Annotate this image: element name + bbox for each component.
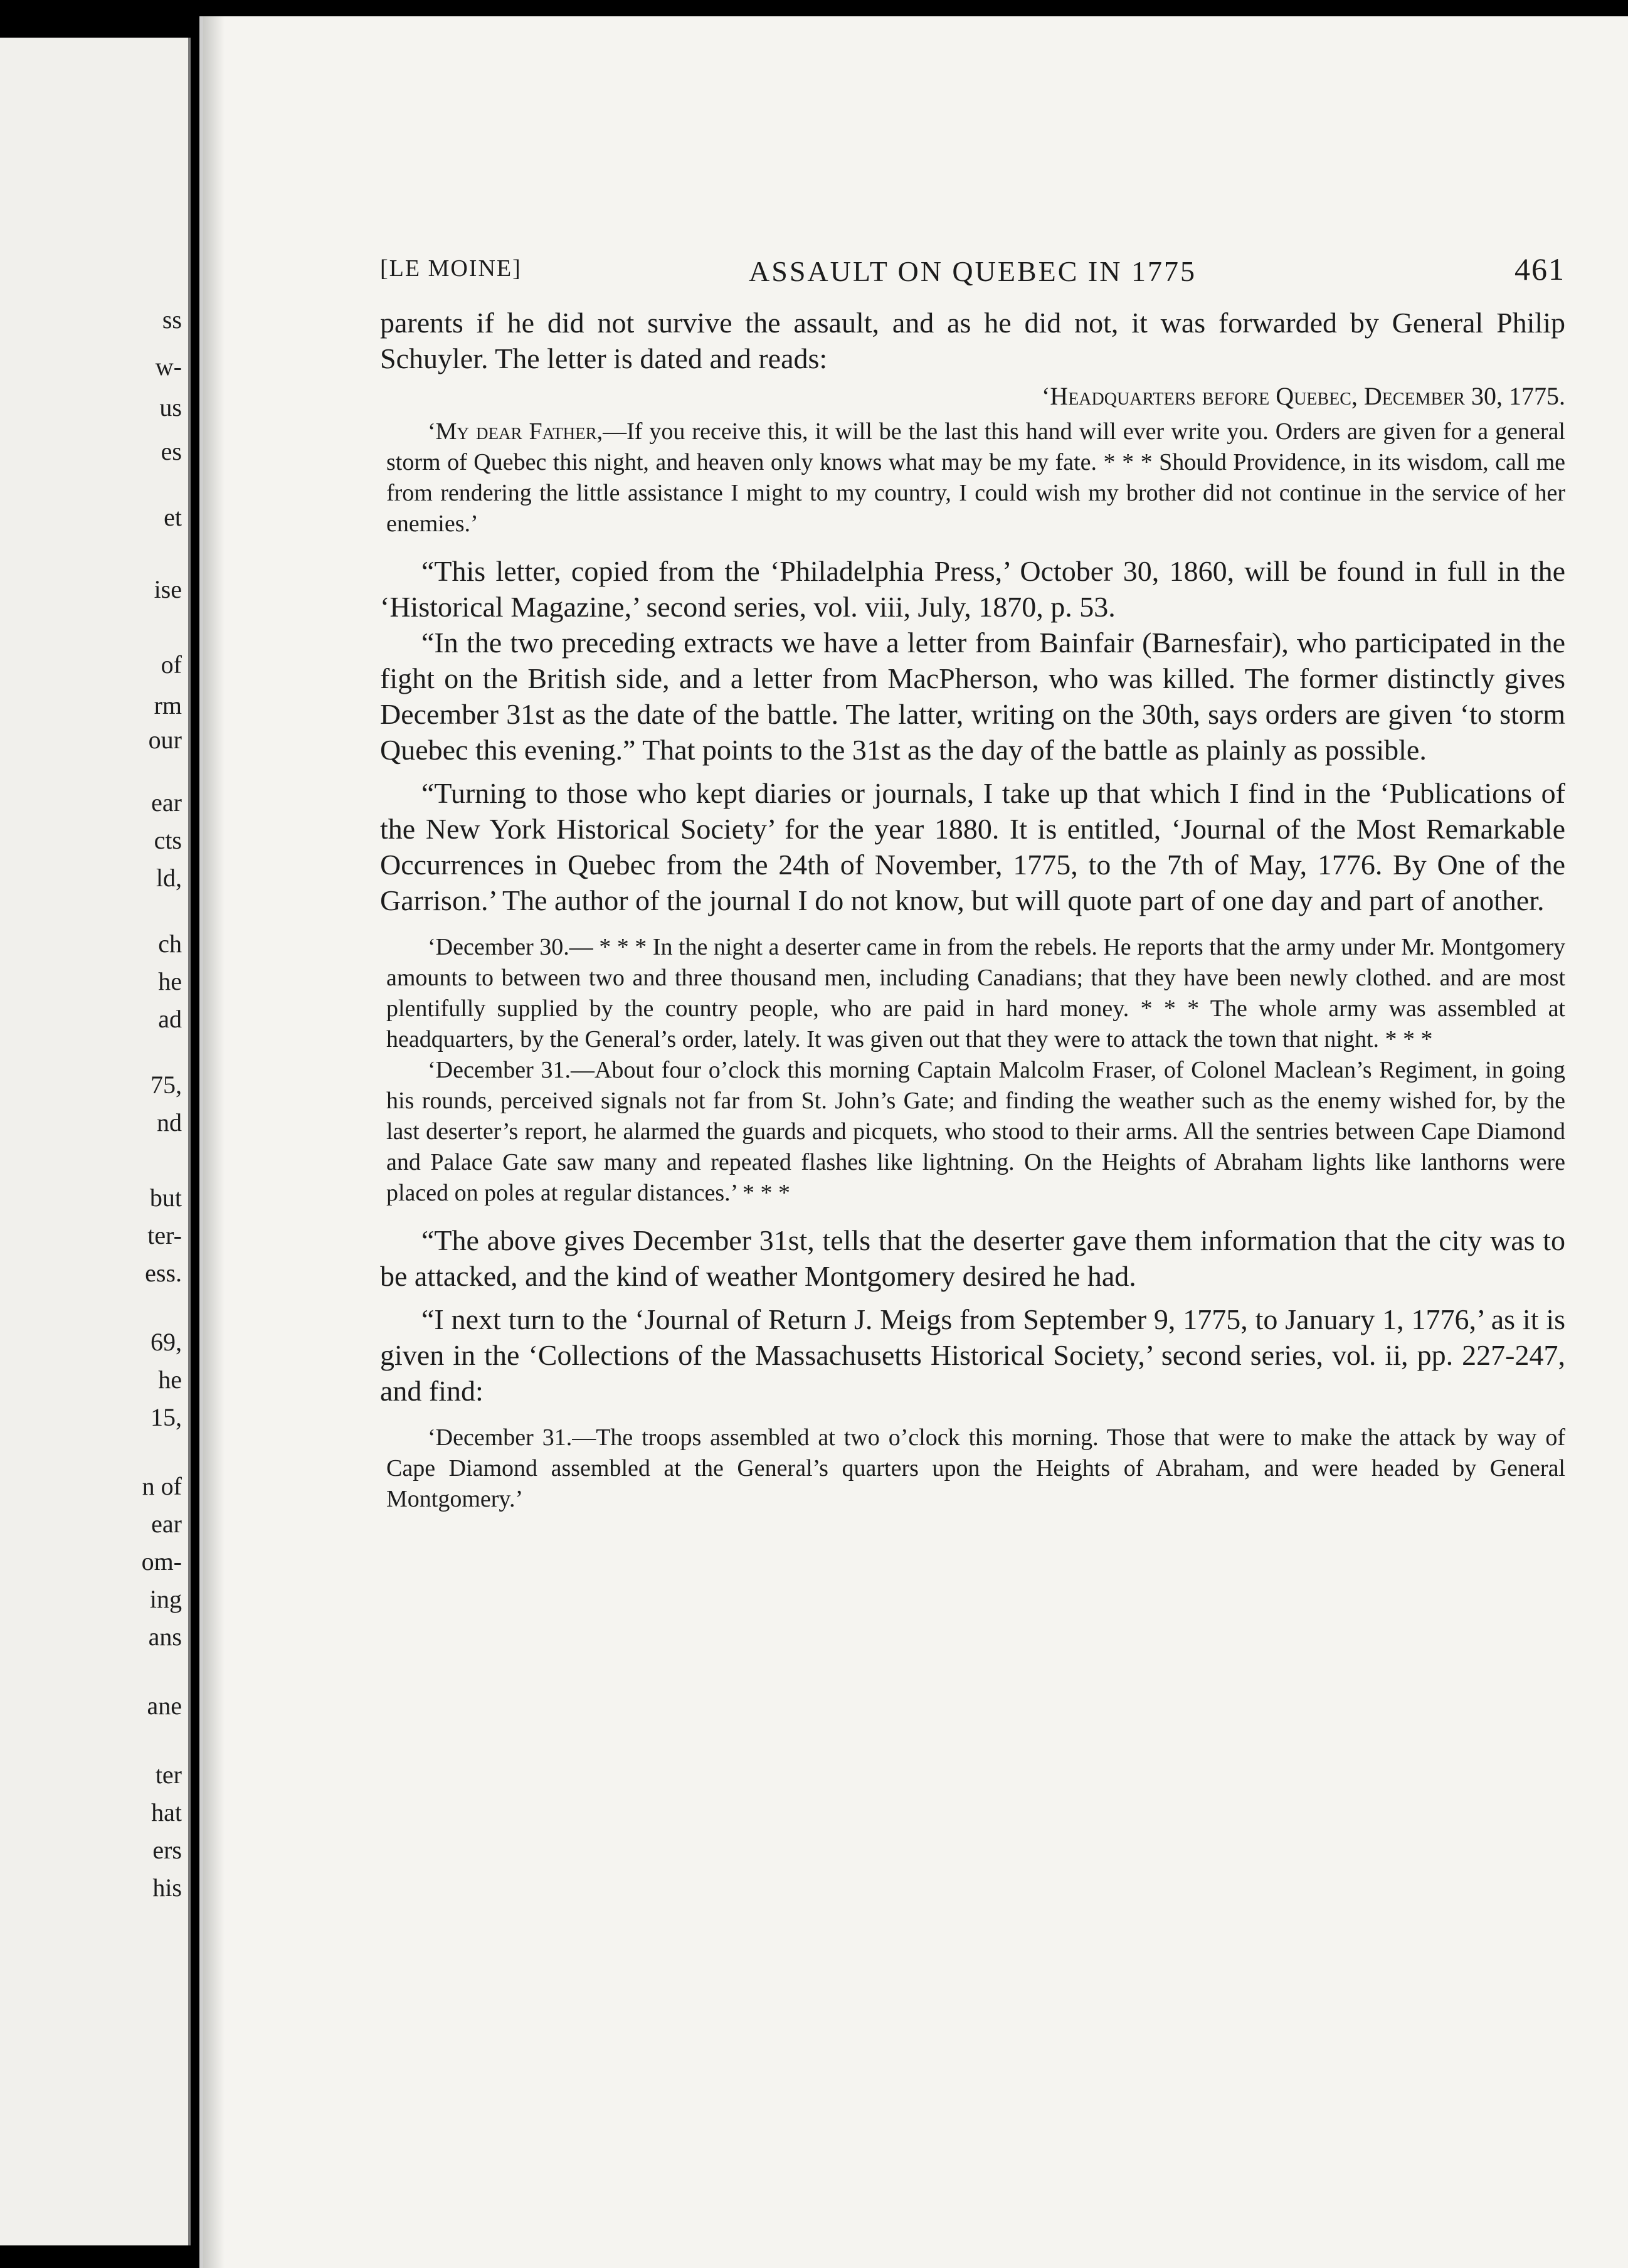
page-text-block xyxy=(380,252,1565,1515)
paragraph-2: “This letter, copied from the ‘Philadelphia Press,’ October 30, 1860, will be found in full in the ‘Historical Magazine,’ second series, vol. viii, July, 1870, p. 53. xyxy=(380,555,1565,623)
running-head-title: ASSAULT ON QUEBEC IN 1775 xyxy=(749,255,1197,287)
page-number: 461 xyxy=(1514,252,1565,287)
page-gutter-shadow xyxy=(203,16,225,2268)
previous-page-text-fragment: hat xyxy=(151,1798,182,1826)
letter-salutation: ‘My dear Father, xyxy=(428,418,603,445)
previous-page-text-fragment: ane xyxy=(147,1692,182,1720)
previous-page-text-fragment: his xyxy=(152,1873,182,1902)
previous-page-text-fragment: w- xyxy=(155,352,182,381)
previous-page-text-fragment: ad xyxy=(158,1005,182,1033)
previous-page-edge xyxy=(0,38,191,2245)
journal-quote-dec-30: ‘December 30.— * * * In the night a deserter came in from the rebels. He reports that the army under Mr. Montgomery amounts to between two and three thousand men, including Canadians; that they have been newly clothed. and are most plentifully supplied by the country people, who are paid in hard money. * * * The whole army was assembled at headquarters, by the General’s order, lately. It was given out that they were to attack the town that night. * * * xyxy=(386,934,1565,1052)
previous-page-text-fragment: nd xyxy=(157,1108,182,1137)
previous-page-text-fragment: rm xyxy=(154,691,182,719)
previous-page-text-fragment: ear xyxy=(151,1510,182,1538)
previous-page-text-fragment: ess. xyxy=(145,1259,182,1287)
previous-page-text-fragment: ers xyxy=(152,1836,182,1864)
previous-page-text-fragment: ter- xyxy=(147,1221,182,1249)
paragraph-3: “In the two preceding extracts we have a letter from Bainfair (Barnesfair), who participated in the fight on the British side, and a letter from MacPherson, who was killed. The former distinctly gives December 31st as the date of the battle. The latter, writing on the 30th, says orders are given ‘to storm Quebec this evening.” That points to the 31st as the day of the battle as plainly as possible. xyxy=(380,627,1565,766)
previous-page-text-fragment: es xyxy=(161,437,182,465)
running-head-author: [LE MOINE] xyxy=(380,255,522,282)
letter-body: —If you receive this, it will be the last this hand will ever write you. Orders are given for a general storm of Quebec this night, and heaven only knows what may be my fate. * * * Should Providence, in its wisdom, call me from rendering the little assistance I might to my country, I could wish my brother did not continue in the service of her enemies.’ xyxy=(386,418,1565,537)
previous-page-text-fragment: but xyxy=(149,1184,182,1212)
paragraph-1: parents if he did not survive the assault, and as he did not, it was forwarded by General Philip Schuyler. The letter is dated and reads: xyxy=(380,307,1565,374)
letter-body-paragraph xyxy=(386,416,1565,539)
previous-page-text-fragment: om- xyxy=(141,1547,182,1576)
previous-page-text-fragment: 15, xyxy=(151,1403,182,1431)
previous-page-text-fragment: ch xyxy=(158,930,182,958)
paragraph-5: “The above gives December 31st, tells that the deserter gave them information that the city was to be attacked, and the kind of weather Montgomery desired he had. xyxy=(380,1224,1565,1292)
previous-page-text-fragment: 69, xyxy=(151,1328,182,1356)
previous-page-text-fragment: ing xyxy=(149,1585,182,1613)
previous-page-text-fragment: ss xyxy=(162,305,182,334)
previous-page-text-fragment: ear xyxy=(151,788,182,817)
previous-page-text-fragment: 75, xyxy=(151,1071,182,1099)
running-head xyxy=(380,252,1565,295)
previous-page-text-fragment: he xyxy=(158,1365,182,1394)
previous-page-text-fragment: ter xyxy=(155,1761,182,1789)
previous-page-text-fragment: ans xyxy=(148,1623,182,1651)
letter-dateline: ‘Headquarters before Quebec, December 30, 1775. xyxy=(1041,382,1565,410)
previous-page-text-fragment: our xyxy=(148,726,182,754)
previous-page-text-fragment: ise xyxy=(154,575,182,603)
previous-page-text-fragment: n of xyxy=(142,1472,182,1500)
previous-page-text-fragment: he xyxy=(158,967,182,995)
previous-page-text-fragment: of xyxy=(161,650,182,679)
previous-page-text-fragment: et xyxy=(164,503,182,531)
paragraph-6: “I next turn to the ‘Journal of Return J. Meigs from September 9, 1775, to January 1, 1776,’ as it is given in the ‘Collections of the Massachusetts Historical Society,’ second series, vol. ii, pp. 227-247, and find: xyxy=(380,1303,1565,1407)
journal-quote-dec-31: ‘December 31.—About four o’clock this morning Captain Malcolm Fraser, of Colonel Maclean’s Regiment, in going his rounds, perceived signals not far from St. John’s Gate; and finding the weather such as the enemy wished for, by the last deserter’s report, he alarmed the guards and picquets, who stood to their arms. All the sentries between Cape Diamond and Palace Gate saw many and repeated flashes like lightning. On the Heights of Abraham lights like lanthorns were placed on poles at regular distances.’ * * * xyxy=(386,1057,1565,1206)
book-page xyxy=(199,16,1628,2268)
paragraph-4: “Turning to those who kept diaries or journals, I take up that which I find in the ‘Publications of the New York Historical Society’ for the year 1880. It is entitled, ‘Journal of the Most Remarkable Occurrences in Quebec from the 24th of November, 1775, to the 7th of May, 1776. By One of the Garrison.’ The author of the journal I do not know, but will quote part of one day and part of another. xyxy=(380,777,1565,916)
previous-page-text-fragment: us xyxy=(159,393,182,421)
meigs-journal-quote: ‘December 31.—The troops assembled at two o’clock this morning. Those that were to make the attack by way of Cape Diamond assembled at the General’s quarters upon the Heights of Abraham, and were headed by General Montgomery.’ xyxy=(386,1424,1565,1512)
previous-page-text-fragment: ld, xyxy=(156,864,182,892)
previous-page-text-fragment: cts xyxy=(154,826,182,854)
